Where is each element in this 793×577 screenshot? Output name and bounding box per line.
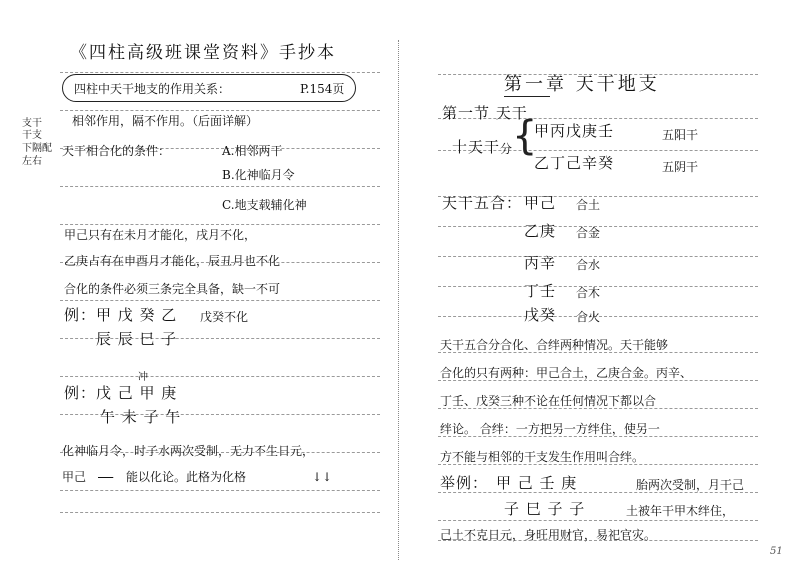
- condition-a: A.相邻两干: [222, 144, 283, 158]
- margin-note-a: 支干: [22, 118, 42, 129]
- margin-note-b: 干支: [22, 130, 42, 141]
- example-1-label: 例：: [64, 306, 97, 324]
- adjacency-rule: 相邻作用，隔不作用。（后面详解）: [72, 114, 259, 128]
- page-gutter: [398, 40, 403, 560]
- wuhe-result-2: 合金: [576, 226, 601, 240]
- wuhe-label: 天干五合：: [442, 194, 523, 212]
- margin-note-d: 左右: [22, 156, 42, 167]
- wuhe-pair-4: 丁壬: [524, 282, 557, 300]
- ten-stems-fen: 分: [500, 142, 513, 156]
- body-line-3: 丁壬、戊癸三种不论在任何情况下都以合: [440, 394, 657, 408]
- right-page: [404, 0, 793, 577]
- body-line-1: 天干五合分合化、合绊两种情况。天干能够: [440, 338, 669, 352]
- wuhe-pair-5: 戊癸: [524, 306, 557, 324]
- condition-c: C.地支载辅化神: [222, 198, 307, 212]
- notebook-title: 《四柱高级班课堂资料》手抄本: [70, 43, 336, 63]
- boxed-heading: 四柱中天干地支的作用关系：: [74, 82, 231, 96]
- example-conclusion: 己土不克日元，身旺用财官，易祀官灾。: [440, 528, 657, 542]
- yin-stems: 乙丁己辛癸: [534, 154, 615, 172]
- section-heading: 第一节 天干: [442, 104, 528, 122]
- paragraph-jia-ji: 甲己只有在未月才能化，戌月不化，: [64, 228, 257, 242]
- wuhe-result-1: 合土: [576, 198, 601, 212]
- wuhe-result-3: 合水: [576, 258, 601, 272]
- example-note-1: 胎两次受制，月干己: [636, 478, 745, 492]
- analysis-struck-word: [98, 468, 113, 486]
- example-1-branches: 辰 辰 巳 子: [96, 330, 178, 348]
- example-note-2: 土被年干甲木绊住，: [626, 504, 735, 518]
- paragraph-conditions: 合化的条件必须三条完全具备，缺一不可: [64, 282, 281, 296]
- example-label: 举例：: [440, 474, 489, 492]
- combination-condition-intro: 天干相合化的条件：: [62, 144, 171, 158]
- yang-label: 五阳干: [662, 128, 699, 142]
- example-2-mark: 冲: [138, 372, 148, 383]
- wuhe-pair-2: 乙庚: [524, 222, 557, 240]
- analysis-line-2b: 能以化论。此格为化格: [126, 470, 247, 484]
- wuhe-pair-1: 甲己: [524, 194, 557, 212]
- continuation-arrows: ↓↓: [312, 470, 333, 484]
- chapter-heading: 第一章 天干地支: [504, 74, 660, 95]
- example-1-note: 戊癸不化: [200, 310, 249, 324]
- paragraph-yi-geng: 乙庚占有在申酉月才能化，辰丑月也不化: [64, 254, 281, 268]
- left-page: [0, 0, 396, 577]
- stems-brace: {: [512, 113, 538, 159]
- condition-b: B.化神临月令: [222, 168, 295, 182]
- ten-stems-label: 十天干: [452, 138, 501, 156]
- yin-label: 五阴干: [662, 160, 699, 174]
- example-1-stems: 甲 戊 癸 乙: [96, 306, 178, 324]
- yang-stems: 甲丙戊庚壬: [534, 122, 615, 140]
- wuhe-result-4: 合木: [576, 286, 601, 300]
- example-2-branches: 午 未 子 午: [100, 408, 182, 426]
- wuhe-result-5: 合火: [576, 310, 601, 324]
- example-branches: 子 巳 子 子: [504, 500, 586, 518]
- body-line-2: 合化的只有两种：甲己合土，乙庚合金。丙辛、: [440, 366, 693, 380]
- analysis-line-1: 化神临月令，时子水两次受制，无力不生日元，: [62, 444, 315, 458]
- example-stems: 甲 己 壬 庚: [496, 474, 578, 492]
- example-2-stems: 戊 己 甲 庚: [96, 384, 178, 402]
- chapter-underline: [504, 96, 550, 97]
- example-2-label: 例：: [64, 384, 97, 402]
- body-line-5: 方不能与相邻的干支发生作用叫合绊。: [440, 450, 645, 464]
- analysis-line-2a: 甲己: [62, 470, 87, 484]
- page-number: 51: [770, 546, 783, 557]
- margin-note-c: 下隔配: [22, 143, 52, 154]
- page-reference: P.154页: [300, 82, 345, 96]
- body-line-4: 绊论。 合绊：一方把另一方绊住，使另一: [440, 422, 660, 436]
- wuhe-pair-3: 丙辛: [524, 254, 557, 272]
